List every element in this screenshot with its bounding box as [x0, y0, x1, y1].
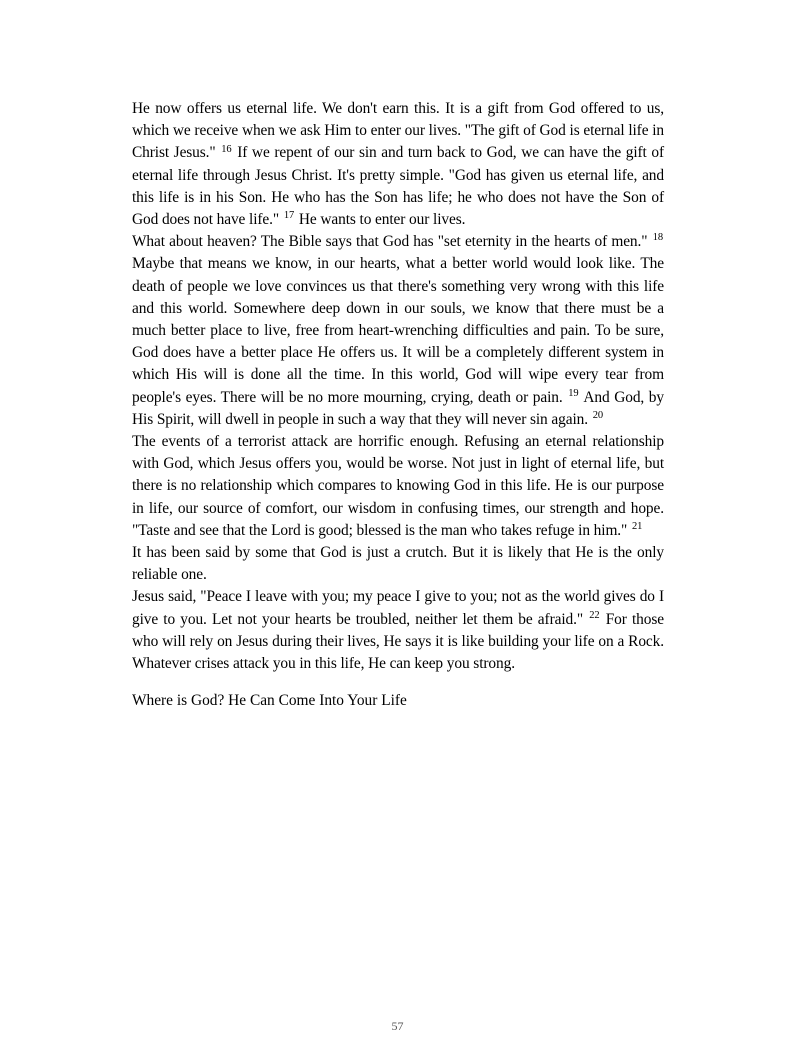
paragraph-text: For those who will rely on Jesus during their lives, He says it is like building your life on a Rock. Whatever crises attack you in this life, He can keep you strong.: [132, 610, 664, 673]
text-body: [132, 98, 664, 675]
paragraph-text: And God, by His Spirit, will dwell in people in such a way that they will never sin again.: [132, 388, 664, 428]
paragraph-text: He wants to enter our lives.: [295, 211, 466, 229]
paragraph-text: If we repent of our sin and turn back to God, we can have the gift of eternal life through Jesus Christ. It's pretty simple. "God has given us eternal life, and this life is in his Son. He who has the Son has life; he who does not have the Son of God does not have life.": [132, 144, 665, 229]
footnote-reference: 21: [632, 521, 643, 533]
footnote-reference: 20: [592, 410, 604, 422]
closing-line: Where is God? He Can Come Into Your Life: [132, 692, 407, 710]
paragraph: [132, 542, 664, 586]
paragraph-text: Maybe that means we know, in our hearts, what a better world would look like. The death of people we love convinces us that there's something very wrong with this life and this world. Somewhere deep down in our souls, we know that there must be a much better place to live, free from heart-wrenching difficulties and pain. To be sure, God does have a better place He offers us. It will be a completely different system in which His will is done all the time. In this world, God will wipe every tear from people's eyes. There will be no more mourning, crying, death or pain.: [132, 255, 664, 406]
paragraph-text: Jesus said, "Peace I leave with you; my peace I give to you; not as the world gives do I give to you. Let not your hearts be troubled, neither let them be afraid.": [132, 588, 664, 628]
paragraph-text: He now offers us eternal life. We don't earn this. It is a gift from God offered to us, which we receive when we ask Him to enter our lives. "The gift of God is eternal life in Christ Jesus.": [132, 100, 664, 162]
footnote-reference: 16: [221, 143, 232, 155]
paragraph: [132, 231, 664, 431]
paragraph: [132, 431, 664, 542]
footnote-reference: 22: [589, 609, 600, 621]
footnote-reference: 17: [283, 210, 295, 222]
paragraph-text: What about heaven? The Bible says that God has "set eternity in the hearts of men.": [132, 233, 652, 251]
footnote-reference: 19: [568, 387, 579, 399]
paragraph: [132, 98, 664, 231]
paragraph-text: It has been said by some that God is just a crutch. But it is likely that He is the only reliable one.: [132, 544, 664, 584]
page-body: [132, 98, 664, 712]
paragraph: [132, 586, 664, 675]
paragraph-text: The events of a terrorist attack are horrific enough. Refusing an eternal relationship with God, which Jesus offers you, would be worse. Not just in light of eternal life, but there is no relationship which compares to knowing God in this life. He is our purpose in life, our source of comfort, our wisdom in confusing times, our strength and hope. "Taste and see that the Lord is good; blessed is the man who takes refuge in him.": [132, 433, 664, 539]
footnote-reference: 18: [652, 232, 663, 244]
page-number: 57: [391, 1019, 404, 1033]
